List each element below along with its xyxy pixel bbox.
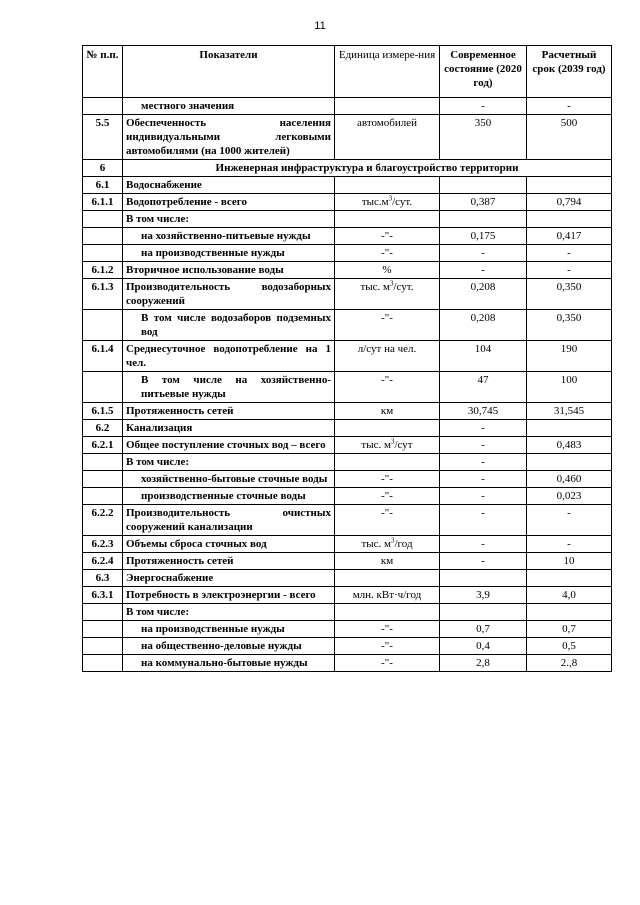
row-num [83,655,123,672]
row-indicator: В том числе: [123,604,335,621]
table-row [83,420,612,437]
row-unit: км [335,403,440,420]
row-indicator: Обеспеченность населения индивидуальными легковыми автомобилями (на 1000 жителей) [123,115,335,160]
row-target: - [527,505,612,536]
row-current: - [440,505,527,536]
row-target: 0,5 [527,638,612,655]
row-indicator: Объемы сброса сточных вод [123,536,335,553]
page-number: 11 [314,20,326,32]
row-num: 6.2 [83,420,123,437]
row-unit: тыс. $м^3$/сут [335,437,440,454]
row-current: 0,387 [440,194,527,211]
row-current: - [440,437,527,454]
row-current: 2,8 [440,655,527,672]
row-indicator: Общее поступление сточных вод – всего [123,437,335,454]
section-title: Инженерная инфраструктура и благоустройство территории [123,160,612,177]
row-unit [335,211,440,228]
table-row [83,228,612,245]
row-num: 6.1.3 [83,279,123,310]
row-unit [335,420,440,437]
table-row [83,604,612,621]
row-unit [335,177,440,194]
row-indicator: Вторичное использование воды [123,262,335,279]
row-unit: % [335,262,440,279]
row-target: 500 [527,115,612,160]
row-current: - [440,536,527,553]
indicators-table [82,45,612,672]
row-target: 4,0 [527,587,612,604]
row-current [440,211,527,228]
row-unit: -"- [335,228,440,245]
row-indicator: Протяженность сетей [123,553,335,570]
table-row [83,437,612,454]
row-target: 10 [527,553,612,570]
row-unit: -"- [335,505,440,536]
header-current: Современное состояние (2020 год) [440,46,527,98]
row-target: 0,460 [527,471,612,488]
row-current [440,570,527,587]
row-target: 190 [527,341,612,372]
row-target: 0,350 [527,310,612,341]
row-num [83,310,123,341]
row-num: 6.2.2 [83,505,123,536]
row-indicator: Среднесуточное водопотребление на 1 чел. [123,341,335,372]
row-target [527,420,612,437]
row-indicator: В том числе: [123,454,335,471]
row-target: - [527,245,612,262]
row-num [83,211,123,228]
row-current: 3,9 [440,587,527,604]
row-unit: тыс. $м^3$/год [335,536,440,553]
row-unit: км [335,553,440,570]
row-unit: л/сут на чел. [335,341,440,372]
table-row [83,454,612,471]
row-num [83,454,123,471]
row-current: - [440,553,527,570]
row-indicator: на производственные нужды [123,621,335,638]
row-target: 0,417 [527,228,612,245]
row-target: 31,545 [527,403,612,420]
table-row [83,160,612,177]
row-num: 6.1 [83,177,123,194]
row-unit: -"- [335,310,440,341]
row-num: 6.3.1 [83,587,123,604]
table-row [83,570,612,587]
row-target: 0,023 [527,488,612,505]
row-num: 6.1.5 [83,403,123,420]
row-current: 47 [440,372,527,403]
row-target [527,604,612,621]
table-row [83,621,612,638]
row-current: - [440,488,527,505]
row-num: 5.5 [83,115,123,160]
row-num: 6.1.2 [83,262,123,279]
row-current: 104 [440,341,527,372]
row-unit: -"- [335,621,440,638]
row-target: 100 [527,372,612,403]
row-current: - [440,245,527,262]
row-indicator: Водопотребление - всего [123,194,335,211]
row-indicator: Водоснабжение [123,177,335,194]
row-current: - [440,454,527,471]
row-indicator: хозяйственно-бытовые сточные воды [123,471,335,488]
row-unit: -"- [335,372,440,403]
row-current: - [440,420,527,437]
row-unit: млн. кВт·ч/год [335,587,440,604]
table-row [83,505,612,536]
row-target [527,177,612,194]
row-indicator: В том числе водозаборов подземных вод [123,310,335,341]
row-num: 6.3 [83,570,123,587]
row-target: 0,7 [527,621,612,638]
row-target: 0,350 [527,279,612,310]
row-current: 0,208 [440,279,527,310]
table-row [83,488,612,505]
row-unit [335,98,440,115]
table-row [83,194,612,211]
table-row [83,553,612,570]
row-indicator: Протяженность сетей [123,403,335,420]
table-row [83,638,612,655]
row-target [527,211,612,228]
row-unit: $тыс.м^3$/сут. [335,194,440,211]
row-current: - [440,471,527,488]
row-target: - [527,262,612,279]
row-num [83,98,123,115]
row-unit [335,570,440,587]
table-row [83,372,612,403]
row-indicator: Потребность в электроэнергии - всего [123,587,335,604]
row-unit [335,604,440,621]
row-target [527,454,612,471]
row-current [440,177,527,194]
row-indicator: на производственные нужды [123,245,335,262]
row-unit: -"- [335,655,440,672]
header-num: № п.п. [83,46,123,98]
row-num [83,245,123,262]
row-num [83,471,123,488]
row-unit: -"- [335,471,440,488]
row-num [83,228,123,245]
row-indicator: на общественно-деловые нужды [123,638,335,655]
header-target: Расчетный срок (2039 год) [527,46,612,98]
row-target: 0,794 [527,194,612,211]
row-current: 30,745 [440,403,527,420]
row-indicator: Канализация [123,420,335,437]
row-indicator: местного значения [123,98,335,115]
row-current: - [440,262,527,279]
row-unit: тыс. $м^3$/сут. [335,279,440,310]
row-indicator: Энергоснабжение [123,570,335,587]
row-unit: -"- [335,638,440,655]
header-indicator: Показатели [123,46,335,98]
row-current: 0,208 [440,310,527,341]
row-num [83,488,123,505]
row-current [440,604,527,621]
row-num: 6.1.1 [83,194,123,211]
table-row [83,471,612,488]
table-row [83,279,612,310]
row-current: 350 [440,115,527,160]
row-unit [335,454,440,471]
row-num [83,638,123,655]
row-indicator: В том числе на хозяйственно-питьевые нужды [123,372,335,403]
row-target: - [527,536,612,553]
table-row [83,177,612,194]
row-num [83,372,123,403]
row-unit: -"- [335,245,440,262]
table-row [83,536,612,553]
row-indicator: производственные сточные воды [123,488,335,505]
row-indicator: на коммунально-бытовые нужды [123,655,335,672]
table-row [83,211,612,228]
row-current: 0,7 [440,621,527,638]
table-row [83,655,612,672]
row-num: 6.2.4 [83,553,123,570]
header-unit: Единица измере-ния [335,46,440,98]
row-indicator: на хозяйственно-питьевые нужды [123,228,335,245]
table-row [83,310,612,341]
row-current: 0,4 [440,638,527,655]
row-num: 6 [83,160,123,177]
table-row [83,262,612,279]
row-target: 0,483 [527,437,612,454]
row-num [83,604,123,621]
table-header-row [83,46,612,98]
row-indicator: Производительность водозаборных сооружений [123,279,335,310]
row-indicator: Производительность очистных сооружений канализации [123,505,335,536]
row-target [527,570,612,587]
row-indicator: В том числе: [123,211,335,228]
row-current: - [440,98,527,115]
table-row [83,587,612,604]
row-num: 6.2.1 [83,437,123,454]
row-target: - [527,98,612,115]
row-num [83,621,123,638]
table-row [83,403,612,420]
table-row [83,98,612,115]
row-current: 0,175 [440,228,527,245]
row-target: 2.,8 [527,655,612,672]
row-num: 6.2.3 [83,536,123,553]
row-unit: -"- [335,488,440,505]
table-row [83,115,612,160]
row-num: 6.1.4 [83,341,123,372]
table-row [83,341,612,372]
table-row [83,245,612,262]
row-unit: автомобилей [335,115,440,160]
